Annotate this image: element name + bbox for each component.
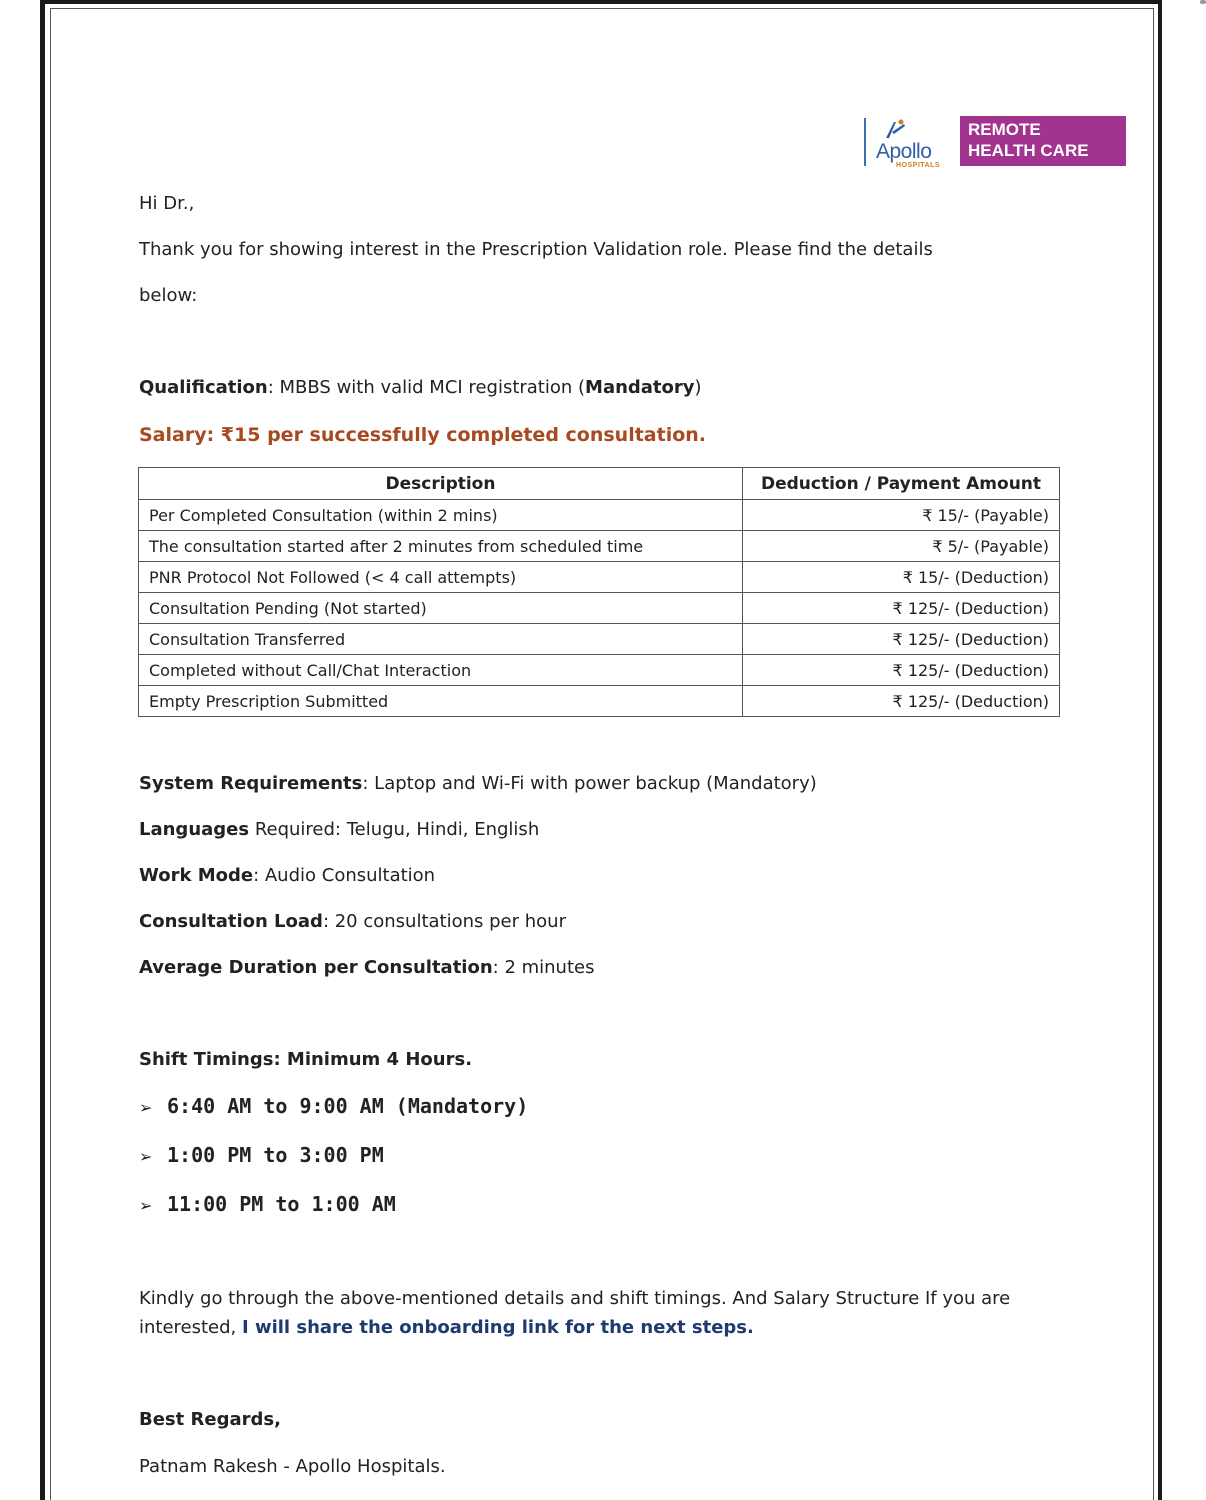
page-frame-inner (50, 8, 1154, 1500)
apollo-emblem-icon (884, 118, 906, 140)
table-row (139, 562, 1060, 593)
system-requirements-label: System Requirements (139, 773, 363, 794)
apollo-subtitle: HOSPITALS (896, 162, 941, 169)
shift-item (139, 1094, 528, 1118)
arrow-bullet-icon: ➢ (139, 1196, 153, 1215)
qualification-suffix: ) (694, 377, 702, 398)
table-cell-amount: ₹ 125/- (Deduction) (743, 624, 1060, 655)
average-duration-label: Average Duration per Consultation (139, 957, 493, 978)
table-cell-description: Completed without Call/Chat Interaction (139, 655, 743, 686)
languages-label: Languages (139, 819, 250, 840)
apollo-brand (872, 116, 960, 168)
apollo-logo (864, 116, 1126, 168)
work-mode-value: : Audio Consultation (253, 865, 436, 886)
qualification-value: : MBBS with valid MCI registration ( (267, 377, 586, 398)
table-row (139, 500, 1060, 531)
shift-item (139, 1192, 396, 1216)
signature: Patnam Rakesh - Apollo Hospitals. (139, 1456, 446, 1477)
intro-line-2: below: (139, 285, 198, 306)
system-requirements-value: : Laptop and Wi-Fi with power backup (Mandatory) (362, 773, 817, 794)
regards: Best Regards, (139, 1409, 281, 1430)
remote-health-care-badge (960, 116, 1126, 166)
table-cell-amount: ₹ 125/- (Deduction) (743, 686, 1060, 717)
table-cell-amount: ₹ 125/- (Deduction) (743, 593, 1060, 624)
consultation-load-line (139, 910, 566, 934)
average-duration-line (139, 956, 594, 980)
shift-item-text: 6:40 AM to 9:00 AM (Mandatory) (167, 1094, 529, 1118)
table-cell-description: The consultation started after 2 minutes from scheduled time (139, 531, 743, 562)
work-mode-line (139, 864, 435, 888)
shift-timings-heading: Shift Timings: Minimum 4 Hours. (139, 1049, 473, 1070)
qualification-line (139, 376, 702, 400)
work-mode-label: Work Mode (139, 865, 254, 886)
table-header-row (139, 468, 1060, 500)
qualification-label: Qualification (139, 377, 268, 398)
system-requirements-line (139, 772, 817, 796)
closing-line-2 (139, 1316, 754, 1340)
table-cell-amount: ₹ 15/- (Payable) (743, 500, 1060, 531)
table-header-description: Description (139, 468, 743, 500)
average-duration-value: : 2 minutes (492, 957, 595, 978)
apollo-wordmark: Apollo (876, 140, 932, 163)
onboarding-note: I will share the onboarding link for the next steps. (242, 1317, 754, 1338)
qualification-mandatory: Mandatory (585, 377, 695, 398)
badge-line-2: HEALTH CARE (968, 141, 1089, 160)
languages-value: Required: Telugu, Hindi, English (249, 819, 540, 840)
payment-table (138, 467, 1060, 717)
table-cell-amount: ₹ 5/- (Payable) (743, 531, 1060, 562)
table-header-amount: Deduction / Payment Amount (743, 468, 1060, 500)
shift-item (139, 1143, 384, 1167)
consultation-load-value: : 20 consultations per hour (322, 911, 566, 932)
table-cell-description: Empty Prescription Submitted (139, 686, 743, 717)
closing-line-1: Kindly go through the above-mentioned details and shift timings. And Salary Structure If you are (139, 1288, 1011, 1309)
shift-item-text: 11:00 PM to 1:00 AM (167, 1192, 396, 1216)
table-row (139, 686, 1060, 717)
table-cell-amount: ₹ 125/- (Deduction) (743, 655, 1060, 686)
table-cell-description: Per Completed Consultation (within 2 mins) (139, 500, 743, 531)
languages-line (139, 818, 539, 842)
consultation-load-label: Consultation Load (139, 911, 323, 932)
table-row (139, 655, 1060, 686)
table-cell-description: Consultation Pending (Not started) (139, 593, 743, 624)
shift-item-text: 1:00 PM to 3:00 PM (167, 1143, 384, 1167)
table-row (139, 593, 1060, 624)
table-row (139, 531, 1060, 562)
table-cell-description: PNR Protocol Not Followed (< 4 call attempts) (139, 562, 743, 593)
table-row (139, 624, 1060, 655)
salary-line: Salary: ₹15 per successfully completed consultation. (139, 424, 707, 446)
logo-divider (864, 118, 866, 166)
scrollbar-edge (1200, 0, 1206, 4)
table-cell-description: Consultation Transferred (139, 624, 743, 655)
closing-line-2-prefix: interested, (139, 1317, 242, 1338)
table-cell-amount: ₹ 15/- (Deduction) (743, 562, 1060, 593)
badge-line-1: REMOTE (968, 120, 1041, 139)
arrow-bullet-icon: ➢ (139, 1098, 153, 1117)
intro-line-1: Thank you for showing interest in the Prescription Validation role. Please find the details (139, 239, 933, 260)
arrow-bullet-icon: ➢ (139, 1147, 153, 1166)
greeting: Hi Dr., (139, 193, 195, 214)
